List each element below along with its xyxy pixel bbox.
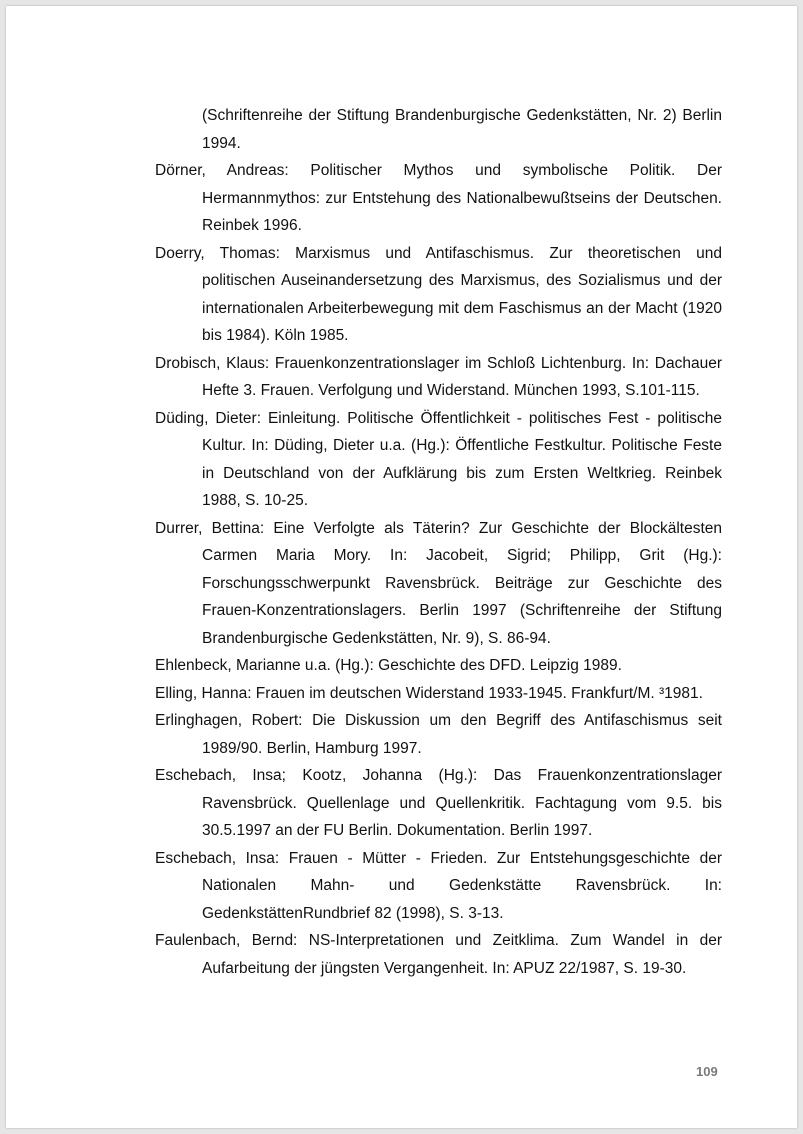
bibliography-entry: Erlinghagen, Robert: Die Diskussion um den Begriff des Antifaschismus seit 1989/90. Berlin, Hamburg 1997. (155, 712, 722, 757)
bibliography-entry: Faulenbach, Bernd: NS-Interpretationen und Zeitklima. Zum Wandel in der Aufarbeitung der jüngsten Vergangenheit. In: APUZ 22/1987, S. 19-30. (155, 932, 722, 977)
bibliography-entry: Dörner, Andreas: Politischer Mythos und symbolische Politik. Der Hermannmythos: zur Entstehung des Nationalbewußtseins der Deutschen. Reinbek 1996. (155, 162, 722, 234)
document-page (6, 6, 797, 1128)
bibliography-entry: Doerry, Thomas: Marxismus und Antifaschismus. Zur theoretischen und politischen Auseinandersetzung des Marxismus, des Sozialismus und der internationalen Arbeiterbewegung mit dem Faschismus an der Macht (1920 bis 1984). Köln 1985. (155, 244, 722, 344)
page-number: 109 (696, 1064, 718, 1079)
bibliography-entry: Drobisch, Klaus: Frauenkonzentrationslager im Schloß Lichtenburg. In: Dachauer Hefte 3. Frauen. Verfolgung und Widerstand. München 1993, S.101-115. (155, 354, 722, 399)
bibliography-entry: Ehlenbeck, Marianne u.a. (Hg.): Geschichte des DFD. Leipzig 1989. (155, 657, 622, 674)
bibliography-entry: Eschebach, Insa: Frauen - Mütter - Frieden. Zur Entstehungsgeschichte der Nationalen Mahn- und Gedenkstätte Ravensbrück. In: GedenkstättenRundbrief 82 (1998), S. 3-13. (155, 849, 722, 922)
bibliography-list (155, 102, 722, 982)
bibliography-entry: Durrer, Bettina: Eine Verfolgte als Täterin? Zur Geschichte der Blockältesten Carmen Maria Mory. In: Jacobeit, Sigrid; Philipp, Grit (Hg.): Forschungsschwerpunkt Ravensbrück. Beiträge zur Geschichte des Frauen-Konzentrationslagers. Berlin 1997 (Schriftenreihe der Stiftung Brandenburgische Gedenkstätten, Nr. 9), S. 86-94. (155, 519, 722, 647)
bibliography-entry: Elling, Hanna: Frauen im deutschen Widerstand 1933-1945. Frankfurt/M. ³1981. (155, 684, 703, 702)
bibliography-entry-continuation: (Schriftenreihe der Stiftung Brandenburgische Gedenkstätten, Nr. 2) Berlin 1994. (202, 107, 722, 152)
bibliography-entry: Eschebach, Insa; Kootz, Johanna (Hg.): Das Frauenkonzentrationslager Ravensbrück. Quellenlage und Quellenkritik. Fachtagung vom 9.5. bis 30.5.1997 an der FU Berlin. Dokumentation. Berlin 1997. (155, 767, 722, 839)
bibliography-entry: Düding, Dieter: Einleitung. Politische Öffentlichkeit - politisches Fest - politische Kultur. In: Düding, Dieter u.a. (Hg.): Öffentliche Festkultur. Politische Feste in Deutschland von der Aufklärung bis zum Ersten Weltkrieg. Reinbek 1988, S. 10-25. (155, 409, 722, 509)
